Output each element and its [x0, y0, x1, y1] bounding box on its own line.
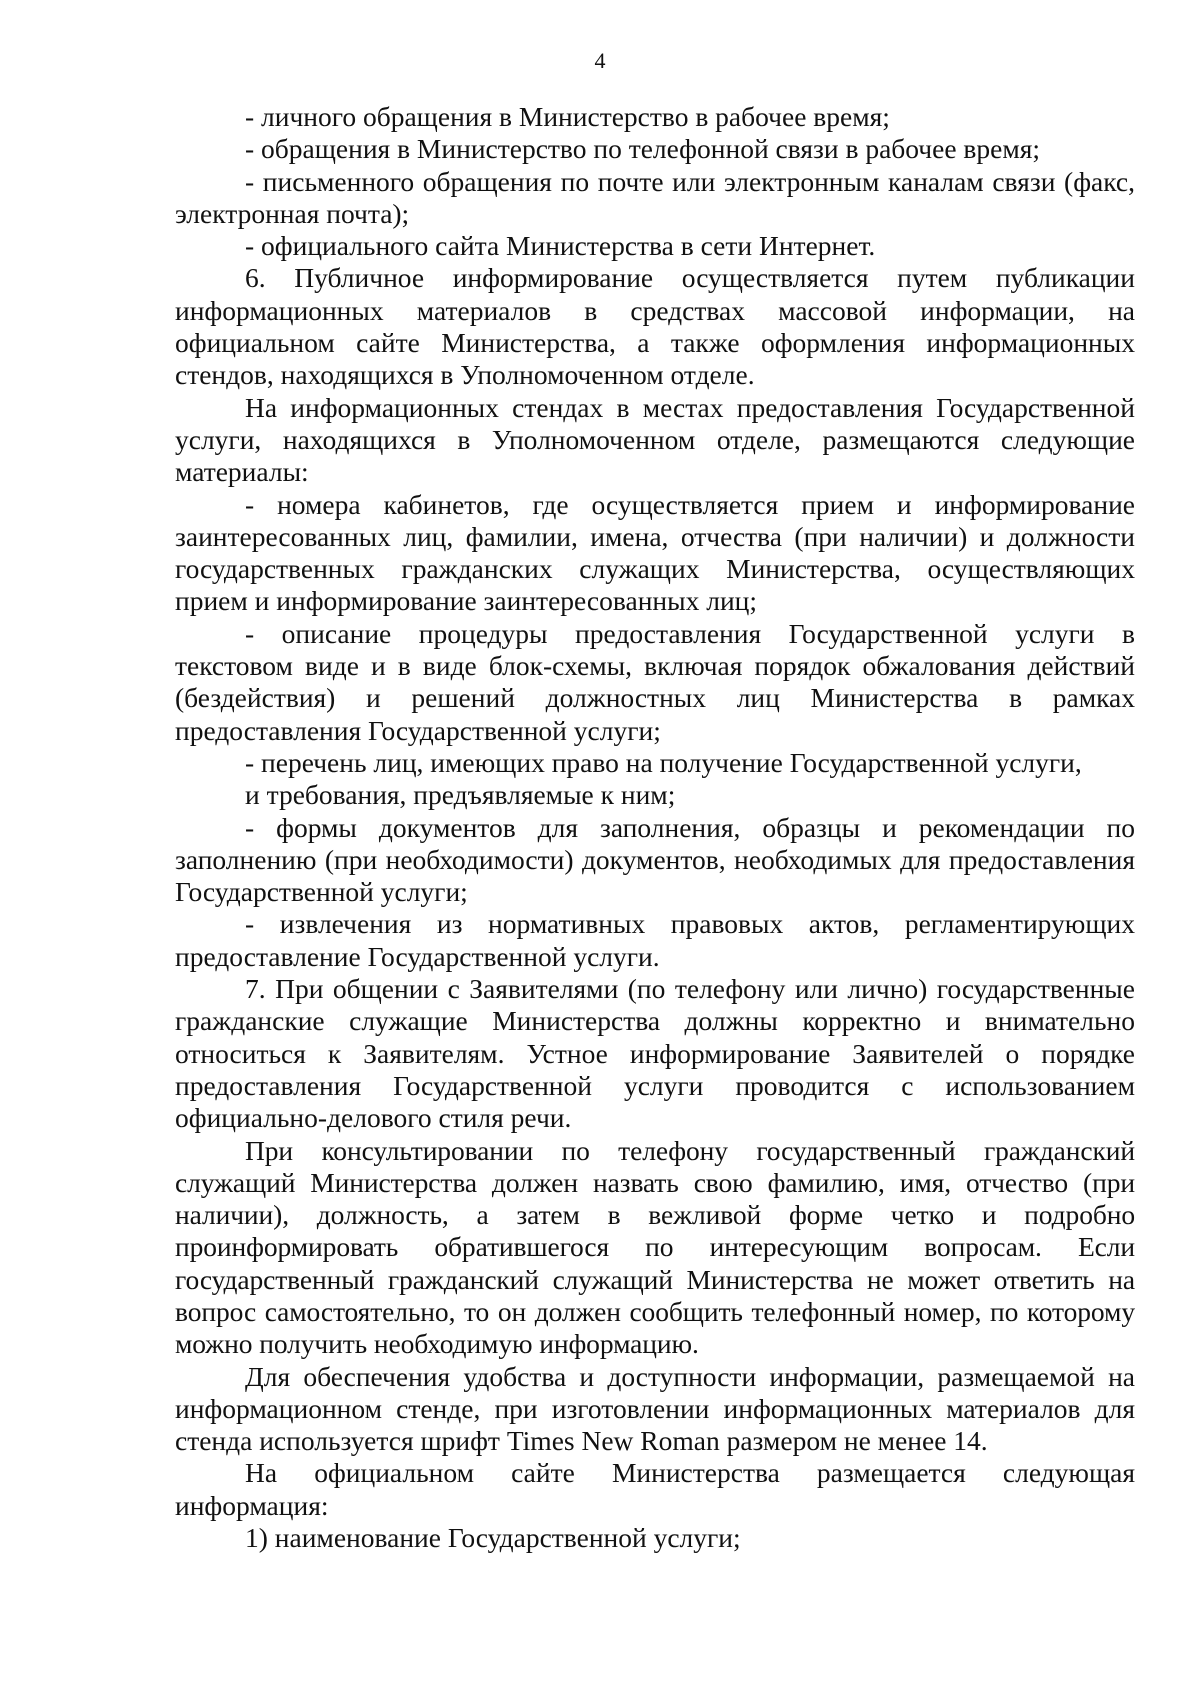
paragraph-office-numbers: - номера кабинетов, где осуществляется прием и информирование заинтересованных лиц, фамилии, имена, отчества (при наличии) и должности государственных гражданских служащих Министерства, осуществляющих прием и информирование заинтересованных лиц; — [175, 488, 1135, 617]
paragraph-document-forms: - формы документов для заполнения, образцы и рекомендации по заполнению (при необходимости) документов, необходимых для предоставления Государственной услуги; — [175, 811, 1135, 908]
paragraph-website-info: На официальном сайте Министерства размещается следующая информация: — [175, 1457, 1135, 1521]
page-number: 4 — [594, 48, 606, 73]
document-body — [175, 101, 1135, 1554]
paragraph-eligible-persons: - перечень лиц, имеющих право на получение Государственной услуги, — [245, 746, 1082, 778]
paragraph-official-website: - официального сайта Министерства в сети Интернет. — [245, 230, 876, 262]
paragraph-public-informing: 6. Публичное информирование осуществляется путем публикации информационных материалов в средствах массовой информации, на официальном сайте Министерства, а также оформления информационных стендов, находящихся в Уполномоченном отделе. — [175, 262, 1135, 391]
paragraph-written-request: - письменного обращения по почте или электронным каналам связи (факс, электронная почта); — [175, 165, 1135, 229]
paragraph-requirements: и требования, предъявляемые к ним; — [245, 779, 676, 811]
paragraph-font-requirements: Для обеспечения удобства и доступности информации, размещаемой на информационном стенде, при изготовлении информационных материалов для стенда используется шрифт Times New Roman размером не менее 14. — [175, 1360, 1135, 1457]
paragraph-phone-consultation: При консультировании по телефону государственный гражданский служащий Министерства должен назвать свою фамилию, имя, отчество (при наличии), должность, а затем в вежливой форме четко и подробно проинформировать обратившегося по интересующим вопросам. Если государственный гражданский служащий Министерства не может ответить на вопрос самостоятельно, то он должен сообщить телефонный номер, по которому можно получить необходимую информацию. — [175, 1134, 1135, 1360]
paragraph-phone-contact: - обращения в Министерство по телефонной связи в рабочее время; — [245, 133, 1041, 165]
paragraph-stands-materials: На информационных стендах в местах предоставления Государственной услуги, находящихся в Уполномоченном отделе, размещаются следующие материалы: — [175, 391, 1135, 488]
paragraph-procedure-description: - описание процедуры предоставления Государственной услуги в текстовом виде и в виде блок-схемы, включая порядок обжалования действий (бездействия) и решений должностных лиц Министерства в рамках предоставления Государственной услуги; — [175, 617, 1135, 746]
paragraph-communication-rules: 7. При общении с Заявителями (по телефону или лично) государственные гражданские служащие Министерства должны корректно и внимательно относиться к Заявителям. Устное информирование Заявителей о порядке предоставления Государственной услуги проводится с использованием официально-делового стиля речи. — [175, 973, 1135, 1134]
paragraph-personal-visit: - личного обращения в Министерство в рабочее время; — [245, 101, 890, 132]
paragraph-legal-extracts: - извлечения из нормативных правовых актов, регламентирующих предоставление Государственной услуги. — [175, 908, 1135, 972]
paragraph-service-name: 1) наименование Государственной услуги; — [245, 1522, 741, 1554]
